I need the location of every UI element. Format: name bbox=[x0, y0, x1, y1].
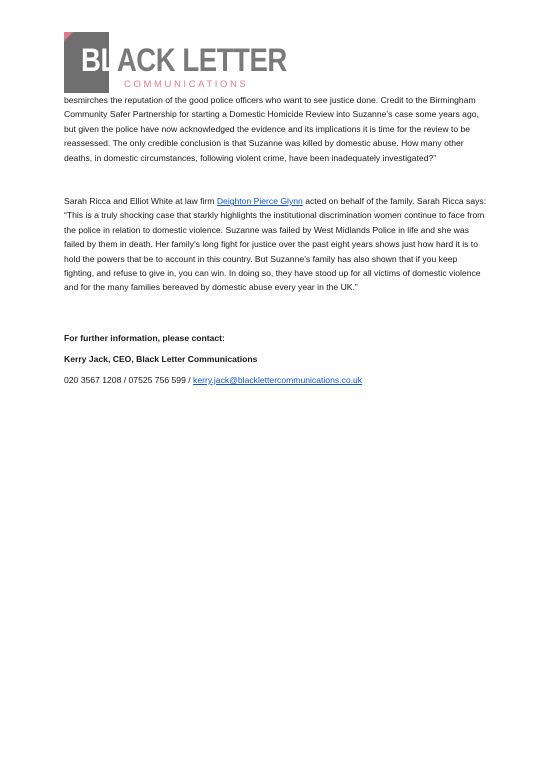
logo-subtitle: COMMUNICATIONS bbox=[124, 79, 249, 90]
logo-word-part1: BL bbox=[81, 42, 117, 78]
logo-pink-corner bbox=[64, 32, 73, 41]
black-letter-logo bbox=[64, 32, 287, 94]
quote-paragraph-text: besmirches the reputation of the good police officers who want to see justice done. Credit to the Birmingham Community Safer Partnership for starting a Domestic Homicide Review into Suzanne’s case some years ago, but given the police have now acknowledged the evidence and its implications it is time for the review to be reassessed. The only credible conclusion is that Suzanne was killed by domestic abuse. How many other deaths, in domestic circumstances, following violent crime, have been inadequately investigated?” bbox=[64, 95, 479, 163]
law-firm-link[interactable]: Deighton Pierce Glynn bbox=[216, 196, 303, 206]
law-firm-text-after: acted on behalf of the family. Sarah Ricca says: “This is a truly shocking case that starkly highlights the institutional discrimination women continue to face from the police in relation to domestic violence. Suzanne was failed by West Midlands Police in life and she was failed by them in death. Her family’s long fight for justice over the past eight years shows just how hard it is to hold the powers that be to account in this country. But Suzanne’s family has also shown that if you keep fighting, and refuse to give in, you can win. In doing so, they have stood up for all victims of domestic violence and for the many families bereaved by domestic abuse every year in the UK.” bbox=[64, 196, 487, 293]
law-firm-paragraph bbox=[64, 194, 488, 295]
contact-email-link[interactable]: kerry.jack@blacklettercommunications.co.uk bbox=[193, 375, 363, 385]
logo-word-part2: ACK LETTER bbox=[116, 42, 287, 78]
contact-heading-text: For further information, please contact: bbox=[64, 333, 225, 343]
contact-name-text: Kerry Jack, CEO, Black Letter Communications bbox=[64, 354, 258, 364]
law-firm-text-before: Sarah Ricca and Elliot White at law firm bbox=[64, 196, 217, 206]
contact-heading bbox=[64, 331, 488, 345]
logo-wordmark bbox=[81, 42, 287, 78]
contact-details bbox=[64, 373, 488, 387]
contact-phones: 020 3567 1208 / 07525 756 599 / bbox=[64, 375, 194, 385]
quote-paragraph bbox=[64, 93, 488, 165]
contact-name bbox=[64, 352, 488, 366]
